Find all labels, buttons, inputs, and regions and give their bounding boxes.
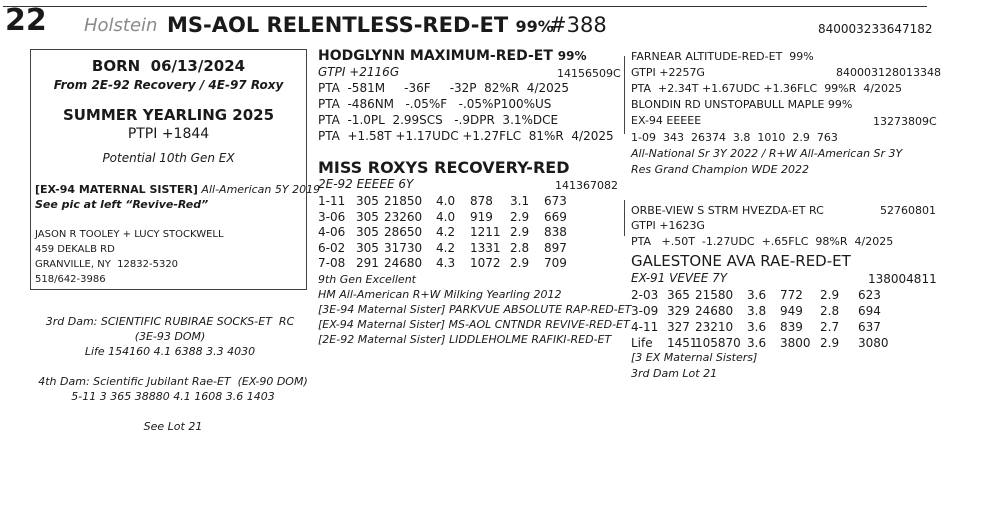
sire-sire-pta: PTA +2.34T +1.67UDC +1.36FLC 99%R 4/2025: [631, 82, 902, 95]
dam-sire-pta: PTA +.50T -1.27UDC +.65FLC 98%R 4/2025: [631, 235, 894, 248]
record-cell: 694: [858, 304, 881, 318]
maternal-sister-award: All-American 5Y 2019: [197, 183, 321, 196]
record-cell: 3800: [780, 336, 811, 350]
record-cell: 2.8: [510, 240, 530, 255]
record-cell: 7-08: [318, 256, 346, 270]
dam-dam-name: GALESTONE AVA RAE-RED-ET: [631, 252, 851, 270]
record-cell: 2.9: [510, 209, 530, 224]
record-cell: 4-11: [631, 320, 659, 334]
dam-bracket: [624, 200, 625, 236]
sire-pta-4: PTA +1.58T +1.17UDC +1.27FLC 81%R 4/2025: [318, 129, 614, 143]
record-cell: 3.6: [747, 320, 767, 334]
record-cell: 21850: [384, 194, 423, 208]
record-cell: 838: [544, 225, 567, 239]
consignor-address: 459 DEKALB RD: [35, 244, 115, 255]
record-cell: 949: [780, 304, 803, 318]
record-cell: 28650: [384, 225, 423, 239]
dam-sire-gtpi: GTPI +1623G: [631, 219, 705, 232]
dam-sire-reg: 52760801: [880, 204, 936, 217]
record-cell: 709: [544, 256, 567, 270]
record-cell: 878: [470, 194, 493, 208]
record-cell: 2.9: [820, 288, 840, 302]
record-cell: 897: [544, 240, 567, 255]
record-cell: 919: [470, 209, 493, 224]
record-cell: 3.1: [510, 194, 530, 208]
record-cell: 4.2: [436, 240, 456, 255]
dam-note-sister-1: [3E-94 Maternal Sister] PARKVUE ABSOLUTE RAP-RED-ET: [318, 303, 632, 316]
record-cell: 3.6: [747, 336, 767, 350]
consignor-phone: 518/642-3986: [35, 274, 106, 285]
record-cell: 2.9: [820, 336, 840, 350]
sire-score: 99%: [557, 49, 587, 63]
record-cell: 772: [780, 288, 803, 302]
record-cell: 305: [356, 209, 379, 224]
sire-sire-gtpi: GTPI +2257G: [631, 66, 705, 79]
sire-pta-1: PTA -581M -36F -32P 82%R 4/2025: [318, 81, 570, 95]
parentage: From 2E-92 Recovery / 4E-97 Roxy: [53, 78, 284, 92]
breed-label: Holstein: [84, 15, 158, 36]
potential: Potential 10th Gen EX: [102, 151, 235, 165]
record-cell: 105870: [695, 336, 741, 350]
dam-note-gen: 9th Gen Excellent: [318, 273, 416, 286]
record-cell: 31730: [384, 240, 423, 255]
sire-gtpi: GTPI +2116G: [318, 65, 400, 79]
fourth-dam-title: 4th Dam: Scientific Jubilant Rae-ET (EX-90 DOM): [38, 375, 308, 388]
record-cell: 637: [858, 320, 881, 334]
record-cell: 2-03: [631, 288, 659, 302]
lot-number: 22: [5, 3, 47, 38]
record-cell: 839: [780, 320, 803, 334]
sire-dam-award-2: Res Grand Champion WDE 2022: [631, 163, 810, 176]
dam-name: MISS ROXYS RECOVERY-RED: [318, 158, 570, 177]
sire-sire-name: FARNEAR ALTITUDE-RED-ET 99%: [631, 50, 814, 63]
catalog-number: #388: [549, 13, 607, 37]
dam-dam-note-2: 3rd Dam Lot 21: [631, 367, 718, 380]
record-cell: 23210: [695, 320, 734, 334]
record-cell: 673: [544, 194, 567, 208]
record-cell: 1-11: [318, 194, 346, 208]
record-cell: 6-02: [318, 240, 346, 255]
record-cell: 4.2: [436, 225, 456, 239]
third-dam-class: (3E-93 DOM): [134, 330, 206, 343]
dam-sire-name: ORBE-VIEW S STRM HVEZDA-ET RC: [631, 204, 824, 217]
see-lot-note: See Lot 21: [143, 420, 203, 433]
record-cell: 305: [356, 194, 379, 208]
record-cell: 3.8: [747, 304, 767, 318]
record-cell: 4.0: [436, 209, 456, 224]
record-cell: 2.8: [820, 304, 840, 318]
record-cell: 3080: [858, 336, 889, 350]
dam-note-sister-3: [2E-92 Maternal Sister] LIDDLEHOLME RAFIKI-RED-ET: [318, 333, 612, 346]
record-cell: 4-06: [318, 225, 346, 239]
dam-reg: 141367082: [555, 179, 618, 192]
sire-name: [318, 47, 587, 65]
animal-name: [167, 11, 554, 41]
consignor-city: GRANVILLE, NY 12832-5320: [35, 259, 179, 270]
record-cell: 23260: [384, 209, 423, 224]
born-date: BORN 06/13/2024: [91, 57, 246, 75]
record-cell: 21580: [695, 288, 734, 302]
record-cell: 291: [356, 256, 379, 270]
dam-dam-reg: 138004811: [868, 272, 937, 286]
show-class: SUMMER YEARLING 2025: [62, 106, 275, 124]
animal-name-text: MS-AOL RELENTLESS-RED-ET: [167, 13, 509, 37]
sire-pta-3: PTA -1.0PL 2.99SCS -.9DPR 3.1%DCE: [318, 113, 559, 127]
sire-dam-record: 1-09 343 26374 3.8 1010 2.9 763: [631, 131, 838, 144]
sire-reg: 14156509C: [557, 67, 621, 80]
third-dam-record: Life 154160 4.1 6388 3.3 4030: [84, 345, 256, 358]
record-cell: 24680: [695, 304, 734, 318]
record-cell: 4.3: [436, 256, 456, 270]
record-cell: 1072: [470, 256, 501, 270]
record-cell: Life: [631, 336, 653, 350]
record-cell: 2.9: [510, 256, 530, 270]
record-cell: 2.7: [820, 320, 840, 334]
record-cell: 3-06: [318, 209, 346, 224]
dam-dam-class: EX-91 VEVEE 7Y: [631, 271, 728, 285]
sire-dam-award-1: All-National Sr 3Y 2022 / R+W All-American Sr 3Y: [631, 147, 903, 160]
record-cell: 4.0: [436, 194, 456, 208]
sire-dam-class: EX-94 EEEEE: [631, 114, 702, 127]
registration-number: 840003233647182: [818, 22, 933, 36]
record-cell: 669: [544, 209, 567, 224]
record-cell: 3-09: [631, 304, 659, 318]
third-dam-title: 3rd Dam: SCIENTIFIC RUBIRAE SOCKS-ET RC: [45, 315, 295, 328]
dam-note-award: HM All-American R+W Milking Yearling 2012: [318, 288, 562, 301]
sire-dam-reg: 13273809C: [873, 115, 937, 128]
record-cell: 2.9: [510, 225, 530, 239]
fourth-dam-record: 5-11 3 365 38880 4.1 1608 3.6 1403: [71, 390, 275, 403]
dam-dam-note-1: [3 EX Maternal Sisters]: [631, 351, 758, 364]
record-cell: 623: [858, 288, 881, 302]
dam-classification: 2E-92 EEEEE 6Y: [318, 177, 414, 191]
dam-note-sister-2: [EX-94 Maternal Sister] MS-AOL CNTNDR REVIVE-RED-ET: [318, 318, 630, 331]
record-cell: 1451: [667, 336, 698, 350]
record-cell: 365: [667, 288, 690, 302]
ptpi: PTPI +1844: [127, 126, 210, 142]
sire-bracket: [624, 56, 625, 134]
record-cell: 1331: [470, 240, 501, 255]
see-pic-note: See pic at left “Revive-Red”: [35, 198, 209, 211]
top-rule: [3, 6, 927, 7]
record-cell: 1211: [470, 225, 501, 239]
consignor-name: JASON R TOOLEY + LUCY STOCKWELL: [35, 229, 224, 240]
animal-score: 99%: [515, 17, 554, 36]
sire-dam-name: BLONDIN RD UNSTOPABULL MAPLE 99%: [631, 98, 853, 111]
record-cell: 305: [356, 240, 379, 255]
record-cell: 329: [667, 304, 690, 318]
record-cell: 24680: [384, 256, 423, 270]
maternal-sister-note: [35, 182, 320, 197]
record-cell: 305: [356, 225, 379, 239]
maternal-sister-label: [EX-94 MATERNAL SISTER]: [35, 183, 198, 196]
record-cell: 3.6: [747, 288, 767, 302]
sire-sire-reg: 840003128013348: [836, 66, 941, 79]
sire-pta-2: PTA -486NM -.05%F -.05%P100%US: [318, 97, 552, 111]
record-cell: 327: [667, 320, 690, 334]
sire-name-text: HODGLYNN MAXIMUM-RED-ET: [318, 48, 553, 64]
